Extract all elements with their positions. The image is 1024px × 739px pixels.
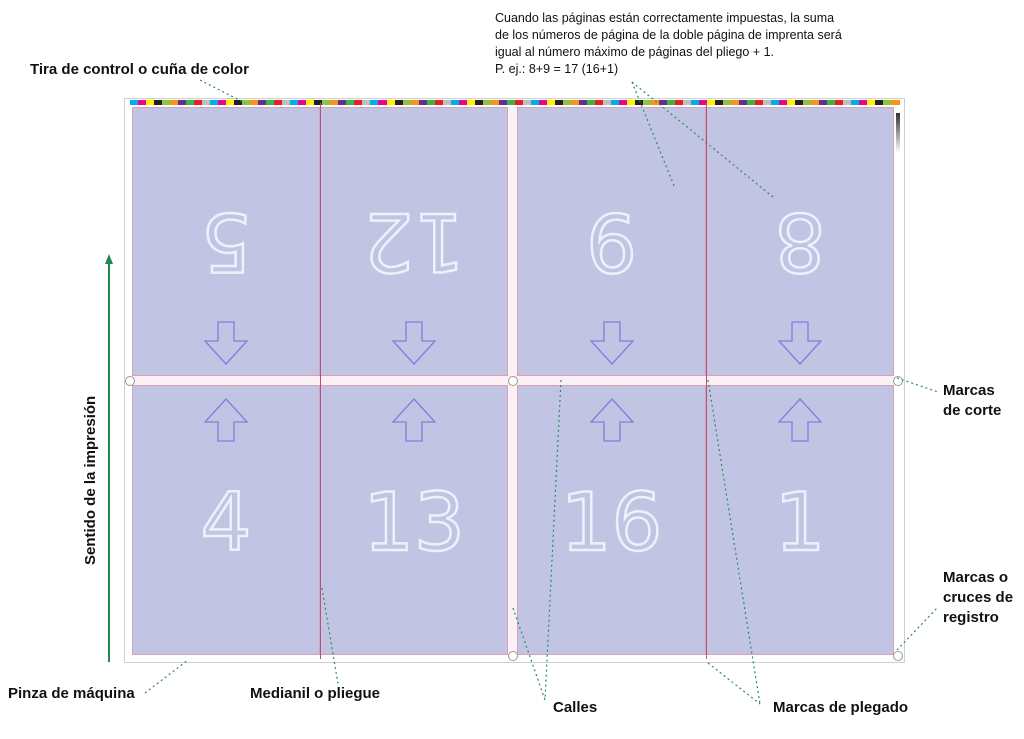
note-line: de los números de página de la doble página de imprenta será [495, 28, 842, 42]
page-number: 12 [363, 195, 465, 288]
label-marcas-plegado: Marcas de plegado [773, 699, 909, 716]
label-pinza-de-maquina: Pinza de máquina [8, 685, 135, 702]
page-number: 8 [774, 195, 826, 288]
note-line: igual al número máximo de páginas del pliego + 1. [495, 45, 774, 59]
page-number: 5 [200, 195, 252, 288]
label-line: Marcas o [943, 569, 1009, 586]
label-medianil: Medianil o pliegue [250, 685, 381, 702]
label-tira-de-control: Tira de control o cuña de color [30, 61, 249, 78]
page-number: 13 [363, 476, 465, 569]
label-line: de corte [943, 402, 1002, 419]
note-line: P. ej.: 8+9 = 17 (16+1) [495, 62, 619, 76]
page-number: 4 [200, 476, 252, 569]
label-sentido-impresion: Sentido de la impresión [82, 395, 99, 565]
page-number: 16 [560, 476, 663, 569]
page-number: 1 [774, 476, 826, 569]
label-line: cruces de [943, 589, 1014, 606]
label-line: registro [943, 609, 999, 626]
label-calles: Calles [553, 699, 598, 716]
label-line: Marcas [943, 382, 995, 399]
page-number: 9 [586, 195, 637, 288]
note-line: Cuando las páginas están correctamente impuestas, la suma [495, 11, 835, 25]
